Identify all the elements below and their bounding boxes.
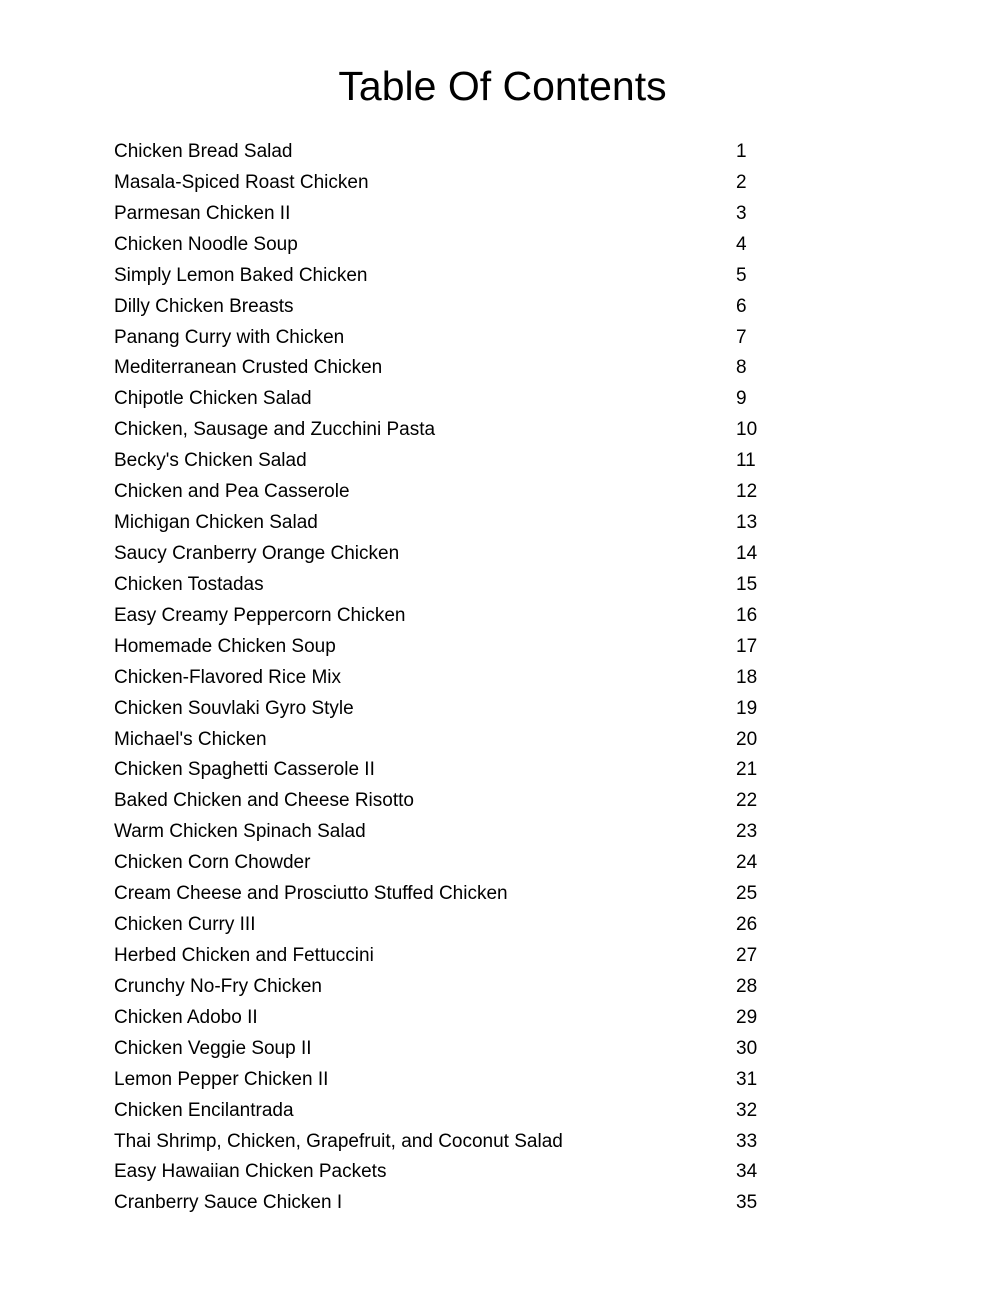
toc-entry-title: Chicken Encilantrada bbox=[114, 1099, 294, 1121]
toc-entry-title: Simply Lemon Baked Chicken bbox=[114, 264, 368, 286]
toc-entry-page-number: 20 bbox=[736, 728, 758, 750]
toc-entry-title: Chicken Curry III bbox=[114, 914, 256, 936]
table-of-contents bbox=[114, 137, 774, 1219]
toc-entry bbox=[114, 446, 774, 477]
toc-entry-page-number: 35 bbox=[736, 1192, 758, 1214]
toc-entry bbox=[114, 1188, 774, 1219]
toc-entry-page-number: 29 bbox=[736, 1006, 758, 1028]
toc-entry-page-number: 34 bbox=[736, 1161, 758, 1183]
toc-entry-page-number: 28 bbox=[736, 975, 758, 997]
toc-entry-page-number: 27 bbox=[736, 944, 758, 966]
toc-entry-title: Dilly Chicken Breasts bbox=[114, 295, 294, 317]
toc-entry-page-number: 31 bbox=[736, 1068, 758, 1090]
toc-entry-title: Chicken Souvlaki Gyro Style bbox=[114, 697, 354, 719]
toc-entry bbox=[114, 477, 774, 508]
toc-entry-page-number: 25 bbox=[736, 883, 758, 905]
toc-entry-title: Saucy Cranberry Orange Chicken bbox=[114, 542, 400, 564]
toc-entry-page-number: 5 bbox=[736, 264, 747, 286]
toc-entry-page-number: 30 bbox=[736, 1037, 758, 1059]
toc-entry-title: Chicken Adobo II bbox=[114, 1006, 258, 1028]
toc-entry-page-number: 8 bbox=[736, 357, 747, 379]
toc-entry-title: Parmesan Chicken II bbox=[114, 202, 291, 224]
toc-entry-page-number: 23 bbox=[736, 821, 758, 843]
toc-entry-title: Lemon Pepper Chicken II bbox=[114, 1068, 329, 1090]
toc-entry-page-number: 7 bbox=[736, 326, 747, 348]
toc-entry bbox=[114, 1096, 774, 1127]
toc-entry bbox=[114, 384, 774, 415]
toc-entry-title: Mediterranean Crusted Chicken bbox=[114, 357, 383, 379]
toc-entry bbox=[114, 570, 774, 601]
toc-entry-page-number: 15 bbox=[736, 573, 758, 595]
toc-entry-page-number: 9 bbox=[736, 388, 747, 410]
toc-entry-page-number: 3 bbox=[736, 202, 747, 224]
toc-entry-page-number: 11 bbox=[736, 450, 756, 472]
toc-entry-page-number: 18 bbox=[736, 666, 758, 688]
toc-entry bbox=[114, 1034, 774, 1065]
toc-entry-title: Chicken Tostadas bbox=[114, 573, 264, 595]
toc-entry bbox=[114, 972, 774, 1003]
toc-entry-title: Homemade Chicken Soup bbox=[114, 635, 336, 657]
toc-entry-title: Chicken Bread Salad bbox=[114, 141, 293, 162]
toc-entry bbox=[114, 694, 774, 725]
toc-entry bbox=[114, 725, 774, 756]
toc-entry-title: Chicken and Pea Casserole bbox=[114, 481, 350, 503]
toc-entry-title: Chicken Corn Chowder bbox=[114, 852, 311, 874]
toc-entry-title: Chicken Spaghetti Casserole II bbox=[114, 759, 375, 781]
toc-entry bbox=[114, 261, 774, 292]
toc-entry-page-number: 4 bbox=[736, 233, 747, 255]
toc-entry-title: Michigan Chicken Salad bbox=[114, 512, 318, 534]
toc-entry bbox=[114, 755, 774, 786]
toc-entry-page-number: 1 bbox=[736, 141, 747, 162]
toc-entry-page-number: 10 bbox=[736, 419, 758, 441]
toc-entry-page-number: 22 bbox=[736, 790, 758, 812]
toc-entry bbox=[114, 941, 774, 972]
toc-entry-title: Chicken Veggie Soup II bbox=[114, 1037, 312, 1059]
toc-entry bbox=[114, 910, 774, 941]
page-title: Table Of Contents bbox=[338, 63, 667, 109]
toc-entry bbox=[114, 292, 774, 323]
toc-entry bbox=[114, 817, 774, 848]
toc-entry bbox=[114, 1127, 774, 1158]
toc-entry-title: Baked Chicken and Cheese Risotto bbox=[114, 790, 414, 812]
toc-entry bbox=[114, 137, 774, 168]
toc-entry bbox=[114, 230, 774, 261]
toc-entry-page-number: 19 bbox=[736, 697, 758, 719]
toc-entry-title: Chicken Noodle Soup bbox=[114, 233, 298, 255]
toc-entry-title: Easy Creamy Peppercorn Chicken bbox=[114, 604, 406, 626]
toc-entry-page-number: 26 bbox=[736, 914, 758, 936]
toc-entry-title: Thai Shrimp, Chicken, Grapefruit, and Coconut Salad bbox=[114, 1130, 563, 1152]
toc-entry bbox=[114, 786, 774, 817]
toc-entry bbox=[114, 353, 774, 384]
toc-entry-title: Cream Cheese and Prosciutto Stuffed Chicken bbox=[114, 883, 508, 905]
toc-entry-title: Michael's Chicken bbox=[114, 728, 267, 750]
toc-entry bbox=[114, 539, 774, 570]
toc-entry bbox=[114, 1065, 774, 1096]
toc-entry bbox=[114, 879, 774, 910]
toc-entry bbox=[114, 1003, 774, 1034]
toc-entry bbox=[114, 601, 774, 632]
toc-entry-title: Warm Chicken Spinach Salad bbox=[114, 821, 366, 843]
toc-entry bbox=[114, 508, 774, 539]
toc-entry-title: Chicken, Sausage and Zucchini Pasta bbox=[114, 419, 436, 441]
toc-entry bbox=[114, 848, 774, 879]
toc-entry-page-number: 14 bbox=[736, 542, 758, 564]
toc-entry-page-number: 32 bbox=[736, 1099, 758, 1121]
toc-entry-title: Chipotle Chicken Salad bbox=[114, 388, 312, 410]
toc-entry-page-number: 33 bbox=[736, 1130, 758, 1152]
toc-entry bbox=[114, 168, 774, 199]
toc-entry bbox=[114, 199, 774, 230]
toc-entry-page-number: 6 bbox=[736, 295, 747, 317]
toc-entry bbox=[114, 632, 774, 663]
toc-entry-page-number: 16 bbox=[736, 604, 758, 626]
toc-entry-page-number: 2 bbox=[736, 171, 747, 193]
toc-entry-page-number: 21 bbox=[736, 759, 758, 781]
toc-entry-page-number: 24 bbox=[736, 852, 758, 874]
toc-entry bbox=[114, 1157, 774, 1188]
toc-entry-page-number: 12 bbox=[736, 481, 758, 503]
toc-entry-title: Easy Hawaiian Chicken Packets bbox=[114, 1161, 387, 1183]
toc-entry bbox=[114, 323, 774, 354]
toc-entry bbox=[114, 415, 774, 446]
toc-entry bbox=[114, 663, 774, 694]
toc-entry-title: Herbed Chicken and Fettuccini bbox=[114, 944, 374, 966]
toc-entry-page-number: 13 bbox=[736, 512, 758, 534]
toc-entry-title: Becky's Chicken Salad bbox=[114, 450, 307, 472]
toc-entry-title: Chicken-Flavored Rice Mix bbox=[114, 666, 342, 688]
toc-entry-title: Cranberry Sauce Chicken I bbox=[114, 1192, 343, 1214]
toc-entry-title: Masala-Spiced Roast Chicken bbox=[114, 171, 369, 193]
toc-entry-title: Crunchy No-Fry Chicken bbox=[114, 975, 322, 997]
toc-entry-title: Panang Curry with Chicken bbox=[114, 326, 345, 348]
toc-entry-page-number: 17 bbox=[736, 635, 758, 657]
